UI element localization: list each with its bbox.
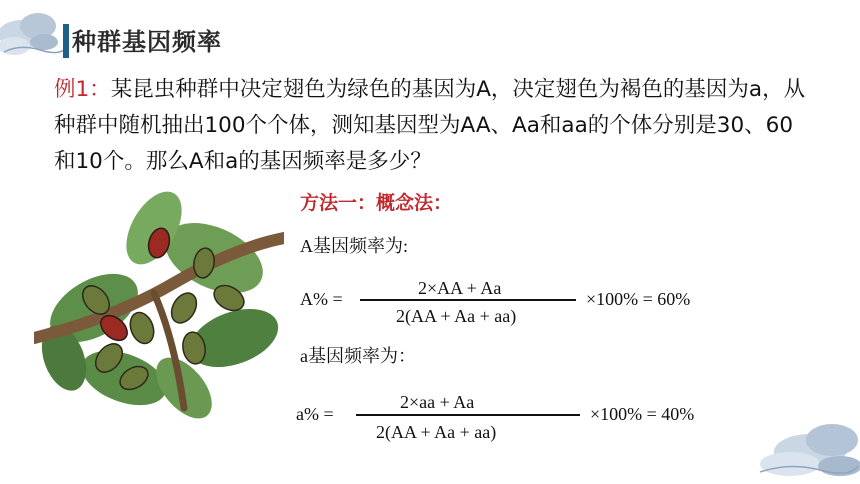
slide-title: 种群基因频率 xyxy=(72,28,222,56)
formula-lhs: A% = xyxy=(300,289,343,309)
method-heading: 方法一：概念法： xyxy=(300,192,453,214)
a-lowercase-frequency-caption: a基因频率为： xyxy=(300,346,416,366)
formula-numerator: 2×aa + Aa xyxy=(400,392,475,412)
fraction-bar xyxy=(356,414,580,416)
a-frequency-caption: A基因频率为: xyxy=(300,236,408,256)
formula-denominator: 2(AA + Aa + aa) xyxy=(376,422,497,442)
cloud-decoration-bottom-right xyxy=(740,402,860,484)
title-accent-bar xyxy=(63,24,69,58)
formula-rhs: ×100% = 60% xyxy=(586,289,691,309)
formula-lhs: a% = xyxy=(296,404,334,424)
problem-text: 某昆虫种群中决定翅色为绿色的基因为A，决定翅色为褐色的基因为a，从种群中随机抽出100个个体，测知基因型为AA、Aa和aa的个体分别是30、60和10个。那么A和a的基因频率是多少？ xyxy=(54,77,806,174)
formula-numerator: 2×AA + Aa xyxy=(418,278,502,298)
problem-statement xyxy=(54,72,814,180)
formula-denominator: 2(AA + Aa + aa) xyxy=(396,306,517,326)
cloud-decoration-top-left xyxy=(0,0,70,62)
example-label: 例1： xyxy=(54,77,111,102)
fraction-bar xyxy=(360,299,576,301)
beetles-on-branch-illustration xyxy=(34,188,284,420)
formula-rhs: ×100% = 40% xyxy=(590,404,695,424)
